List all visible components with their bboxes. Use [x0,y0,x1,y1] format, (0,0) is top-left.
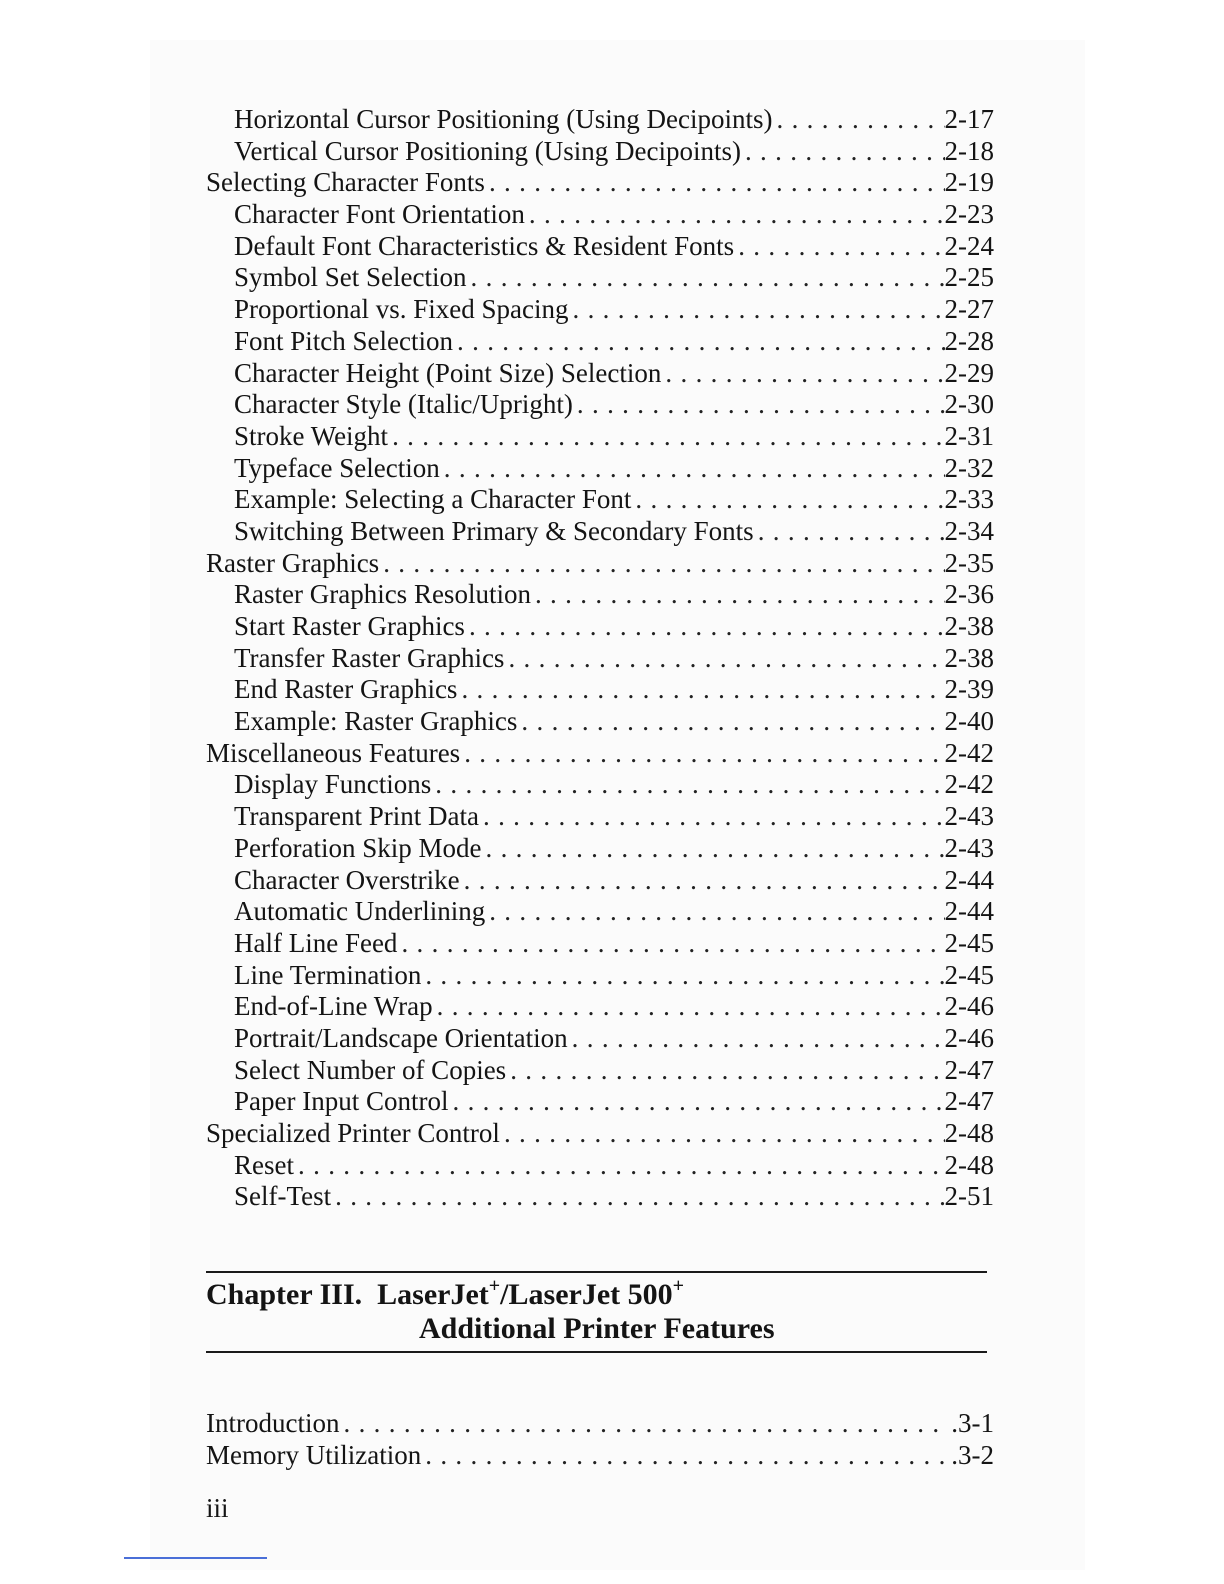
dot-leader [485,167,945,199]
toc-entry-page: 2-39 [944,674,994,705]
toc-entry-page: 2-43 [944,832,994,863]
toc-entry [206,928,994,960]
toc-entry-title: Symbol Set Selection [234,262,467,293]
toc-entry [206,643,994,675]
toc-entry-title: Typeface Selection [234,452,440,483]
dot-leader [506,1055,944,1087]
toc-entry-page: 2-38 [944,642,994,673]
dot-leader [388,421,944,453]
toc-entry-page: 2-34 [944,515,994,546]
toc-entry-title: Transparent Print Data [234,801,479,832]
chapter-heading [206,1275,987,1346]
toc-entry [206,674,994,706]
toc-entry [206,1181,994,1213]
dot-leader [734,231,944,263]
chapter-title-sup2: + [672,1275,685,1297]
dot-leader [453,326,945,358]
toc-entry-title: Memory Utilization [206,1440,422,1470]
toc-entry-title: Raster Graphics Resolution [234,579,531,610]
toc-entry-title: Default Font Characteristics & Resident Fonts [234,230,735,261]
toc-entry-title: Automatic Underlining [234,896,486,927]
toc-entry [206,579,994,611]
toc-entry [206,865,994,897]
toc-entry-page: 2-43 [944,801,994,832]
dot-leader [531,579,945,611]
dot-leader [331,1181,944,1213]
dot-leader [465,611,945,643]
toc-entry [206,421,994,453]
toc-entry-page: 2-47 [944,1054,994,1085]
toc-entry [206,104,994,136]
dot-leader [467,262,945,294]
toc-entry [206,548,994,580]
dot-leader [485,896,944,928]
toc-entry-title: Switching Between Primary & Secondary Fonts [234,515,754,546]
toc-entry-page: 2-23 [944,199,994,230]
chapter-title-sup1: + [488,1275,501,1297]
toc-entry [206,358,994,390]
toc-entry [206,294,994,326]
toc-entry-title: Portrait/Landscape Orientation [234,1022,568,1053]
toc-entry-title: Vertical Cursor Positioning (Using Decipoints) [234,135,741,166]
toc-entry-page: 2-25 [944,262,994,293]
toc-entry [206,231,994,263]
toc-entry-title: Character Font Orientation [234,199,525,230]
toc-entry-page: 2-18 [944,135,994,166]
toc-entry-title: Display Functions [234,769,432,800]
dot-leader [500,1118,945,1150]
toc-entry-title: Character Overstrike [234,864,460,895]
dot-leader [460,865,945,897]
dot-leader [431,769,944,801]
toc-entry-page: 2-36 [944,579,994,610]
toc-entry-title: Transfer Raster Graphics [234,642,505,673]
toc-entry [206,389,994,421]
chapter-rule-top [206,1271,987,1273]
toc-entry-page: 2-45 [944,927,994,958]
toc-entry-title: Introduction [206,1408,340,1438]
toc-entry-title: Select Number of Copies [234,1054,507,1085]
toc-entry-title: Font Pitch Selection [234,325,453,356]
toc-entry [206,769,994,801]
toc-entry [206,611,994,643]
toc-entry-title: Miscellaneous Features [206,737,461,768]
toc-entry [206,453,994,485]
toc-entry-page: .3-2 [951,1440,994,1470]
toc-entry-title: Example: Selecting a Character Font [234,484,632,515]
toc-entry-title: Character Style (Italic/Upright) [234,389,573,420]
toc-entry-title: End-of-Line Wrap [234,991,433,1022]
toc-entry-title: Perforation Skip Mode [234,832,482,863]
toc-entry-title: Specialized Printer Control [206,1118,500,1148]
dot-leader [294,1150,945,1182]
dot-leader [433,991,945,1023]
toc-entry-page: 2-46 [944,991,994,1022]
toc-entry-title: Character Height (Point Size) Selection [234,357,662,388]
toc-entry-page: 2-38 [944,611,994,641]
toc-entry [206,167,994,199]
chapter-subtitle: Additional Printer Features [419,1312,775,1345]
toc-entry [206,706,994,738]
toc-entry-title: Paper Input Control [234,1086,449,1117]
dot-leader [479,801,945,833]
toc-entry [206,1150,994,1182]
toc-entry-page: 2-47 [944,1086,994,1117]
toc-entry-page: 2-27 [944,294,994,325]
toc-entry-page: 2-44 [944,864,994,895]
dot-leader [631,484,944,516]
toc-entry-page: 2-42 [944,769,994,800]
toc-entry-page: 2-17 [944,104,994,134]
dot-leader [397,928,944,960]
toc-entry [206,738,994,770]
dot-leader [440,453,945,485]
dot-leader [517,706,944,738]
toc-entry [206,516,994,548]
toc-entry-page: 2-35 [944,547,994,578]
dot-leader [457,674,944,706]
toc-entry [206,136,994,168]
toc-entry [206,896,994,928]
dot-leader [504,643,944,675]
toc-entry [206,326,994,358]
toc-entry-page: 2-31 [944,420,994,451]
toc-entry-title: Line Termination [234,959,422,990]
toc-entry-title: Start Raster Graphics [234,611,465,641]
toc-entry [206,199,994,231]
chapter-label: Chapter III. [206,1278,363,1311]
toc-entry-title: End Raster Graphics [234,674,458,705]
toc-entry [206,1086,994,1118]
dot-leader [568,294,944,326]
toc-entry-page: 2-48 [944,1118,994,1148]
toc-entry-page: 2-19 [944,167,994,198]
table-of-contents-chapter-3 [206,1407,994,1471]
toc-entry [206,1118,994,1150]
toc-entry-title: Half Line Feed [234,927,398,958]
toc-entry-title: Proportional vs. Fixed Spacing [234,294,569,325]
dot-leader [573,389,945,421]
toc-entry [206,1407,994,1439]
toc-entry-title: Horizontal Cursor Positioning (Using Decipoints) [234,104,773,134]
toc-entry-title: Raster Graphics [206,547,380,578]
page-number: iii [206,1493,229,1523]
toc-entry [206,1023,994,1055]
toc-entry-title: Example: Raster Graphics [234,706,518,737]
toc-entry-title: Reset [234,1149,294,1180]
toc-entry-title: Stroke Weight [234,420,389,451]
table-of-contents-chapter-2 [206,104,994,1213]
dot-leader [339,1407,948,1439]
chapter-title-line [206,1275,987,1312]
dot-leader [421,960,944,992]
toc-entry-page: 2-45 [944,959,994,990]
toc-entry [206,484,994,516]
toc-entry-title: Self-Test [234,1181,332,1212]
dot-leader [481,833,944,865]
toc-entry [206,960,994,992]
toc-entry [206,262,994,294]
toc-entry-page: 2-30 [944,389,994,420]
toc-entry-page: 2-33 [944,484,994,515]
toc-entry [206,1439,994,1471]
toc-entry-page: 2-51 [944,1181,994,1212]
toc-entry [206,1055,994,1087]
dot-leader [448,1086,944,1118]
dot-leader [379,548,944,580]
dot-leader [772,104,944,136]
toc-entry-page: 2-24 [944,230,994,261]
toc-entry-page: 2-29 [944,357,994,388]
toc-entry-page: 2-28 [944,325,994,356]
dot-leader [525,199,945,231]
toc-entry-page: 2-32 [944,452,994,483]
chapter-title-part2: /LaserJet 500 [500,1278,673,1311]
blue-edge-line [124,1557,267,1559]
toc-entry [206,801,994,833]
toc-entry-page: 2-48 [944,1149,994,1180]
toc-entry-page: .3-1 [951,1408,994,1438]
dot-leader [661,358,944,390]
chapter-rule-bottom [206,1351,987,1353]
toc-entry-title: Selecting Character Fonts [206,167,485,198]
toc-entry-page: 2-42 [944,737,994,768]
toc-entry-page: 2-46 [944,1022,994,1053]
dot-leader [754,516,945,548]
dot-leader [568,1023,945,1055]
toc-entry [206,991,994,1023]
dot-leader [741,136,945,168]
dot-leader [460,738,944,770]
chapter-title-part1: LaserJet [377,1278,489,1311]
toc-entry [206,833,994,865]
toc-entry-page: 2-40 [944,706,994,737]
toc-entry-page: 2-44 [944,896,994,927]
dot-leader [421,1439,948,1471]
